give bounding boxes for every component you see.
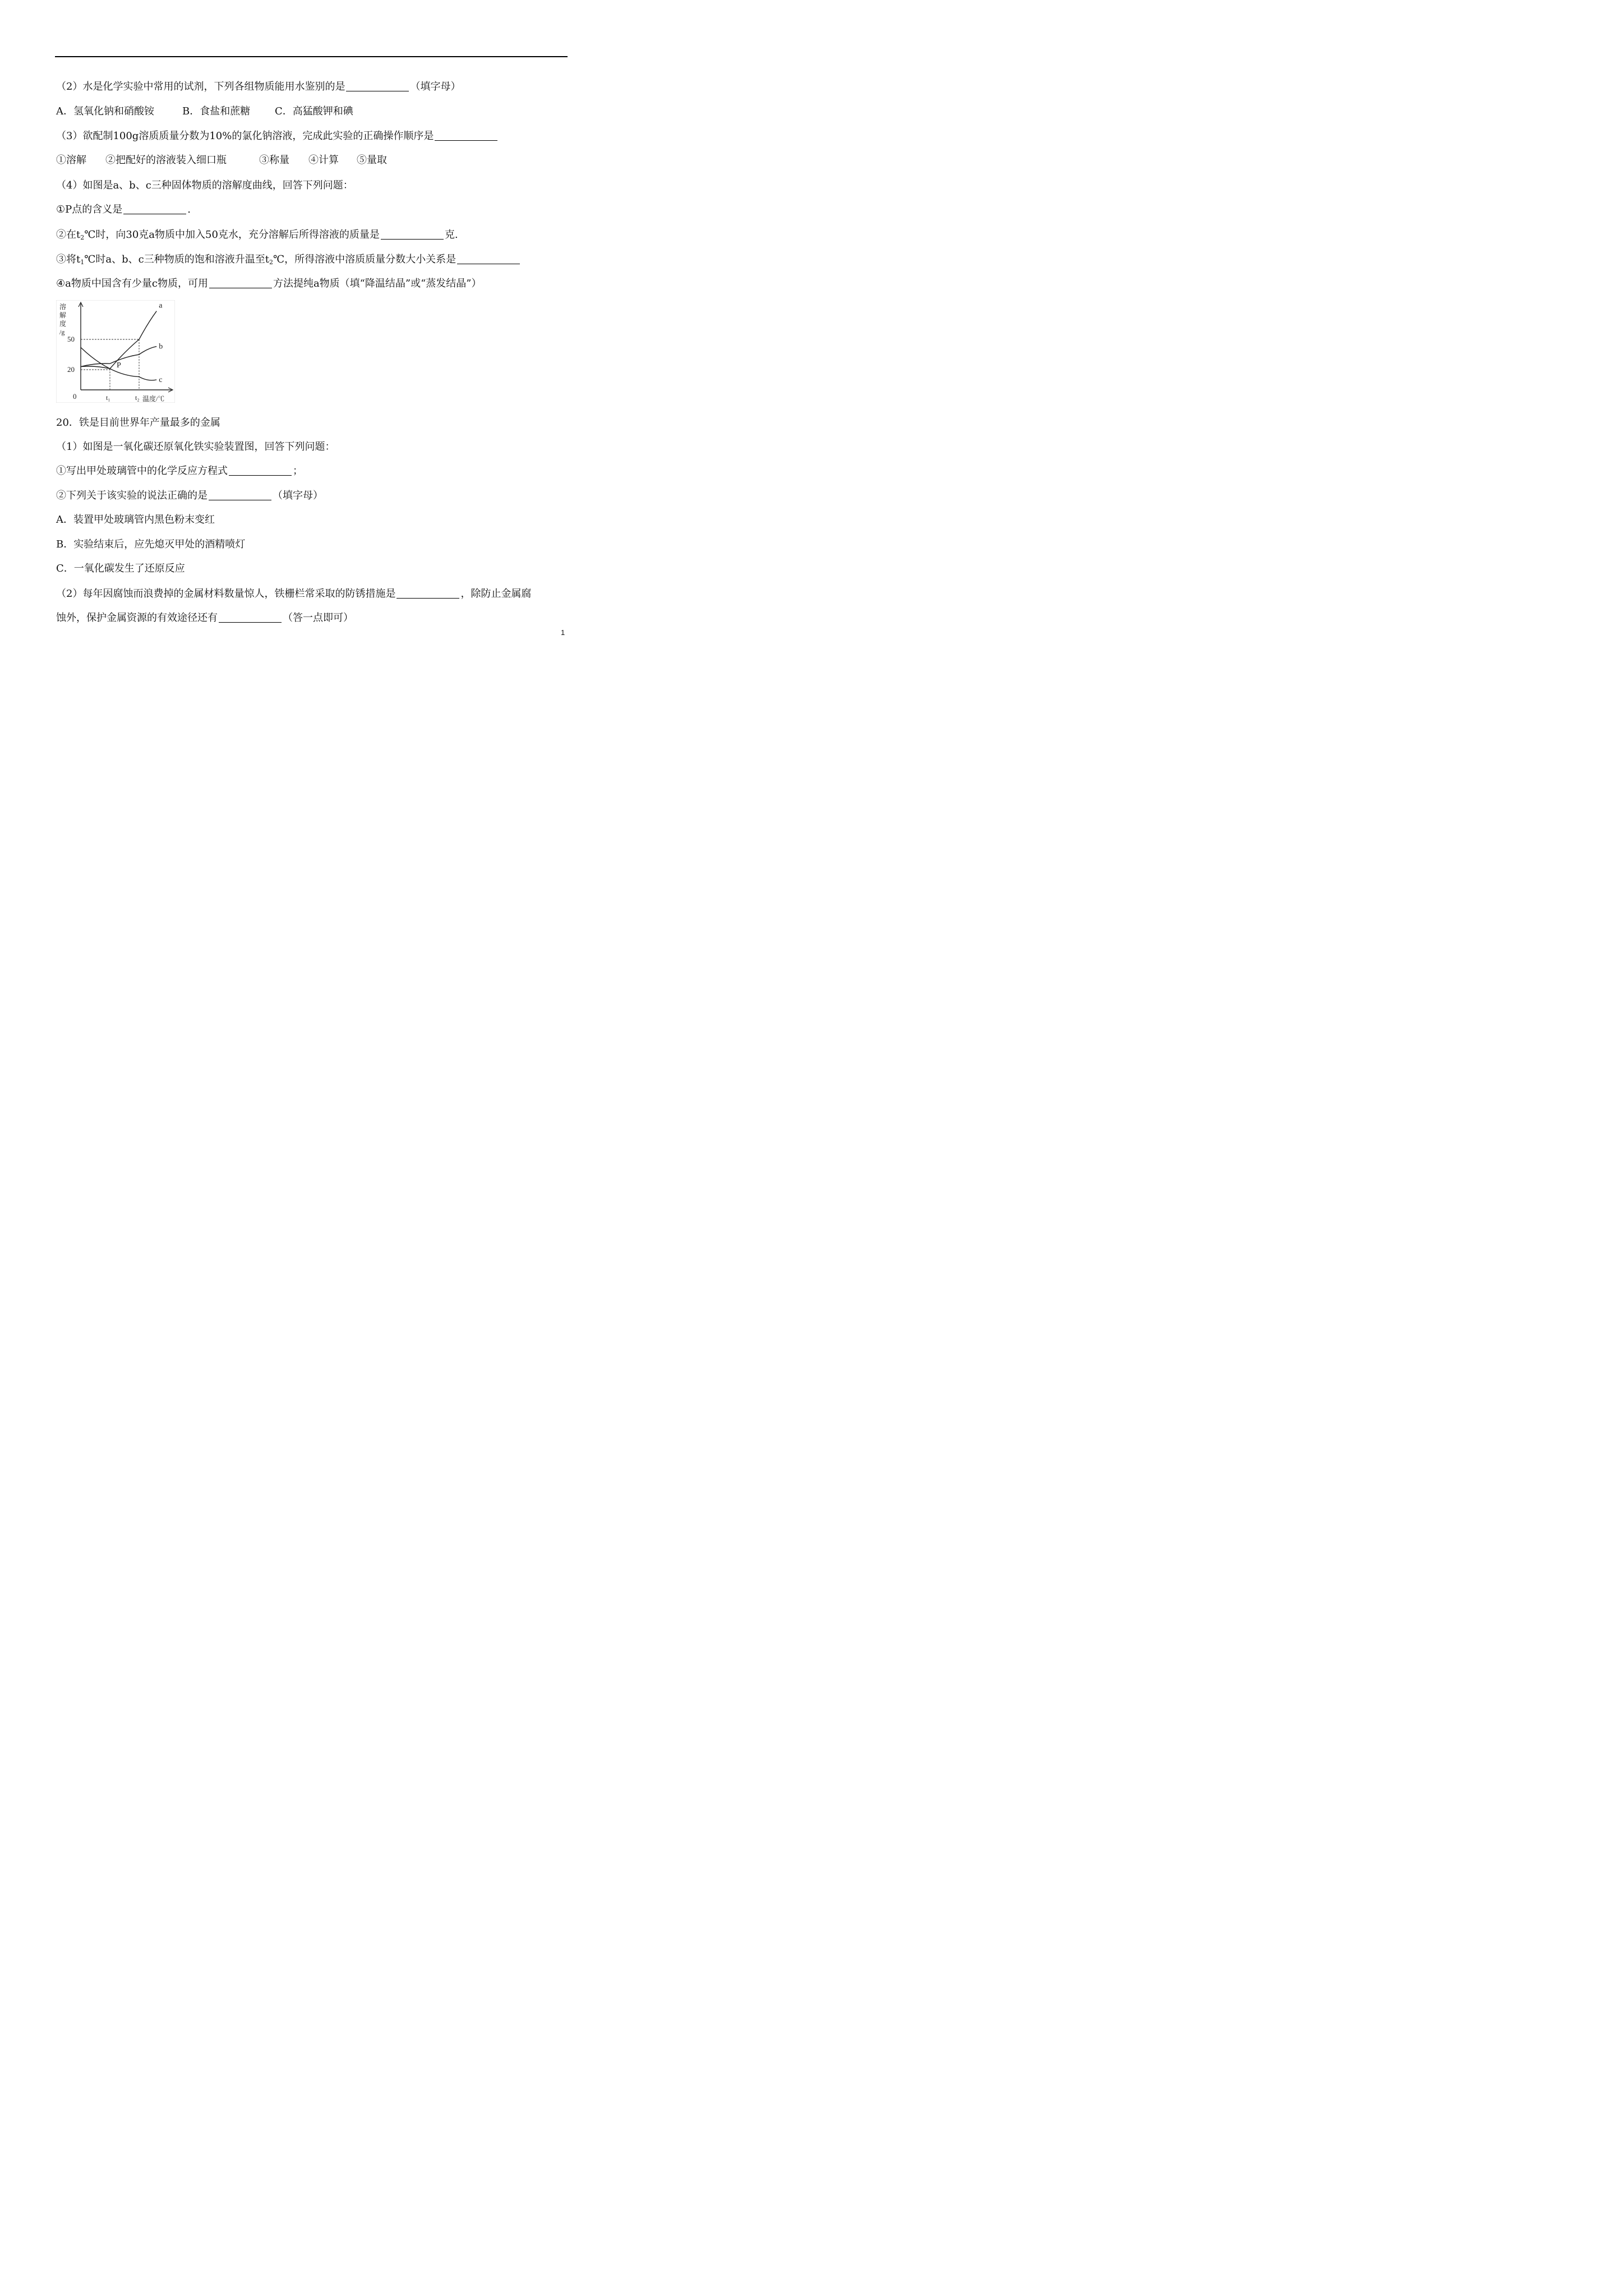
q20-option-c: C．一氧化碳发生了还原反应 xyxy=(56,563,185,574)
q20-item1-text: ①写出甲处玻璃管中的化学反应方程式 xyxy=(56,465,228,477)
q20-part2-line2 xyxy=(56,611,353,625)
step-2: ②把配好的溶液装入细口瓶 xyxy=(105,154,227,166)
q19-part4-intro: （4）如图是a、b、c三种固体物质的溶解度曲线，回答下列问题： xyxy=(56,180,353,191)
q20-item2 xyxy=(56,489,323,503)
q19-part3-stem xyxy=(56,130,499,143)
subscript: 2 xyxy=(269,259,273,266)
item2-text-a: ②在t xyxy=(56,229,81,241)
q19-part2-options xyxy=(56,105,353,118)
y-axis-label-char: 解 xyxy=(59,311,67,319)
q19-part2-stem xyxy=(56,80,460,94)
item3-text-c: ℃，所得溶液中溶质质量分数大小关系是 xyxy=(273,254,457,265)
subscript: 1 xyxy=(80,259,85,266)
y-tick-label: 50 xyxy=(67,335,75,343)
q20-part2-text-c: 蚀外，保护金属资源的有效途径还有 xyxy=(56,612,218,624)
q19-part4-item1 xyxy=(56,203,191,217)
x-axis-label: 温度/℃ xyxy=(142,395,165,403)
item3-text-b: ℃时a、b、c三种物质的饱和溶液升温至t xyxy=(84,254,269,265)
item2-text-c: 克. xyxy=(444,229,458,241)
item1-text: ①P点的含义是 xyxy=(56,204,123,215)
answer-blank[interactable] xyxy=(209,490,271,500)
q20-option-b: B．实验结束后，应先熄灭甲处的酒精喷灯 xyxy=(56,539,246,550)
q19-part2-text: （2）水是化学实验中常用的试剂，下列各组物质能用水鉴别的是 xyxy=(56,81,345,93)
answer-blank[interactable] xyxy=(209,278,272,288)
item2-text-b: ℃时，向30克a物质中加入50克水，充分溶解后所得溶液的质量是 xyxy=(84,229,380,241)
q20-item2-hint: （填字母） xyxy=(273,490,323,501)
answer-blank[interactable] xyxy=(219,612,282,623)
step-3: ③称量 xyxy=(259,154,289,166)
point-p-label: P xyxy=(117,361,121,370)
q19-part4-item3 xyxy=(56,253,521,266)
x-tick-label: t₁ xyxy=(106,394,110,402)
q20-item1 xyxy=(56,464,303,478)
answer-blank[interactable] xyxy=(229,465,292,476)
item4-text-a: ④a物质中国含有少量c物质，可用 xyxy=(56,278,208,289)
q20-part1-intro: （1）如图是一氧化碳还原氧化铁实验装置图，回答下列问题： xyxy=(56,441,335,453)
y-tick-label: 20 xyxy=(67,365,75,374)
step-5: ⑤量取 xyxy=(357,154,387,166)
option-c: C．高猛酸钾和碘 xyxy=(275,105,353,117)
step-1: ①溶解 xyxy=(56,154,86,166)
y-axis-label-char: /g xyxy=(59,328,65,336)
q20-option-a: A．装置甲处玻璃管内黑色粉末变红 xyxy=(56,514,215,526)
curve-label-b: b xyxy=(159,342,163,351)
subscript: 2 xyxy=(80,234,85,241)
q19-part4-item2 xyxy=(56,228,458,242)
item4-text-b: 方法提纯a物质（填“降温结晶”或“蒸发结晶”） xyxy=(273,278,482,289)
y-axis-label-char: 度 xyxy=(59,320,67,328)
q19-part3-text: （3）欲配制100g溶质质量分数为10%的氯化钠溶液，完成此实验的正确操作顺序是 xyxy=(56,130,434,142)
q19-part2-hint: （填字母） xyxy=(410,81,461,93)
q20-part2-text-d: （答一点即可） xyxy=(283,612,353,624)
q19-part4-item4 xyxy=(56,277,482,291)
q20-title: 20．铁是目前世界年产量最多的金属 xyxy=(56,417,220,429)
curve-label-c: c xyxy=(159,376,163,384)
answer-blank[interactable] xyxy=(381,229,444,240)
origin-label: 0 xyxy=(73,392,77,401)
q20-item2-text: ②下列关于该实验的说法正确的是 xyxy=(56,490,208,501)
answer-blank[interactable] xyxy=(435,130,497,141)
option-b: B．食盐和蔗糖 xyxy=(182,105,251,117)
answer-blank[interactable] xyxy=(346,81,409,91)
solubility-chart xyxy=(56,300,175,403)
curve-label-a: a xyxy=(159,301,163,310)
step-4: ④计算 xyxy=(308,154,339,166)
item1-end: . xyxy=(187,204,191,215)
q20-part2-text-a: （2）每年因腐蚀而浪费掉的金属材料数量惊人，铁栅栏常采取的防锈措施是 xyxy=(56,588,396,600)
q19-part3-steps xyxy=(56,154,387,167)
y-axis-label-char: 溶 xyxy=(59,303,67,311)
q20-part2-text-b: ，除防止金属腐 xyxy=(460,588,532,600)
q20-item1-end: ； xyxy=(293,465,303,477)
q20-part2-line1 xyxy=(56,587,531,601)
x-tick-label: t₂ xyxy=(135,394,140,402)
page-number: 1 xyxy=(561,628,565,637)
answer-blank[interactable] xyxy=(396,588,459,599)
answer-blank[interactable] xyxy=(457,254,520,264)
option-a: A．氢氧化钠和硝酸铵 xyxy=(56,105,154,117)
header-rule xyxy=(55,56,568,57)
item3-text-a: ③将t xyxy=(56,254,81,265)
answer-blank[interactable] xyxy=(123,204,186,214)
